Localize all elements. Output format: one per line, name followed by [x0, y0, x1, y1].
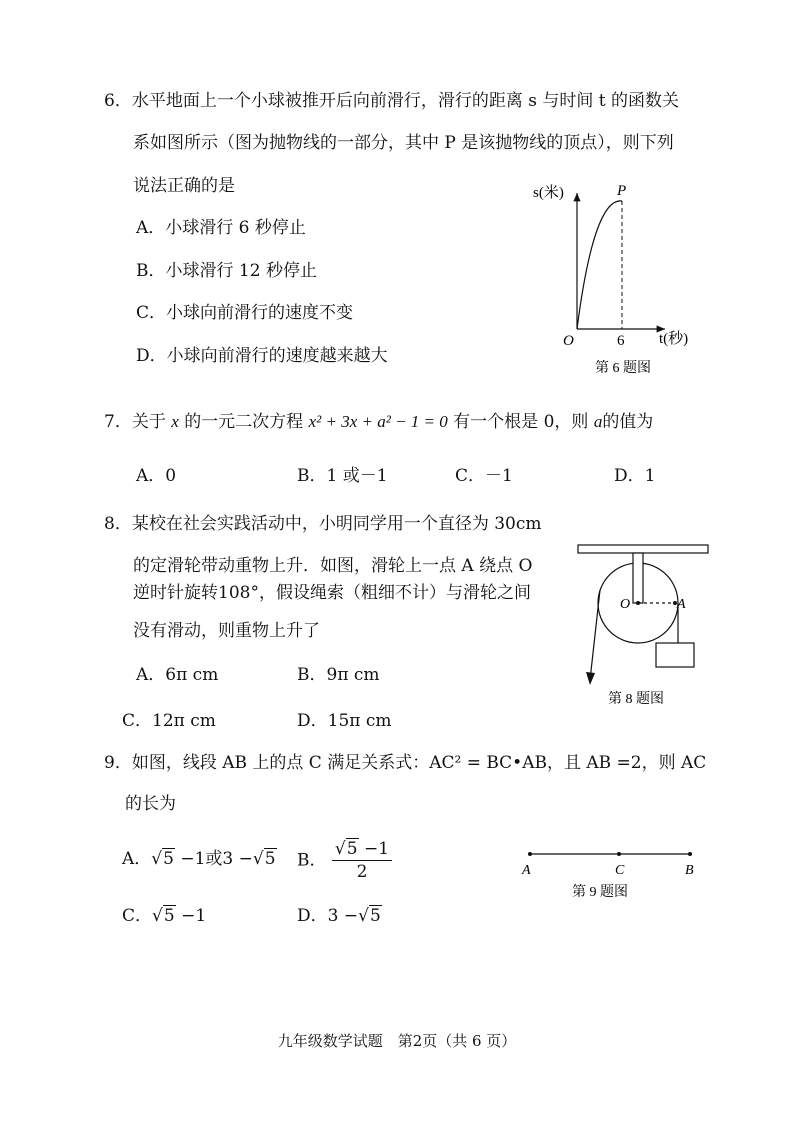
- q9-figure: [515, 842, 705, 902]
- label-a: A: [677, 597, 686, 612]
- option-key: B．: [297, 850, 327, 871]
- label-b: B: [685, 863, 694, 878]
- stem-text: 的值为: [602, 412, 654, 432]
- option-text: 15π cm: [327, 711, 392, 731]
- q9-option-c: C．√5 −1: [122, 906, 207, 926]
- q8-figure: [570, 535, 720, 715]
- sqrt: √5: [334, 839, 358, 859]
- option-text: 9π cm: [326, 665, 380, 685]
- stem-text: 7．关于: [104, 412, 166, 432]
- label-a: A: [522, 863, 531, 878]
- option-text: 小球滑行 6 秒停止: [165, 218, 306, 238]
- q8-stem-line4: 没有滑动，则重物上升了: [133, 621, 320, 641]
- option-text: 1 或－1: [326, 466, 388, 486]
- q6-caption: 第 6 题图: [595, 361, 651, 376]
- center-point: [636, 601, 640, 605]
- option-text: 0: [165, 466, 177, 486]
- x-axis-label: t(秒): [659, 331, 689, 347]
- q8-stem-line1: 8．某校在社会实践活动中，小明同学用一个直径为 30cm: [104, 514, 542, 534]
- option-key: C．: [136, 303, 167, 323]
- label-o: O: [620, 597, 631, 612]
- sqrt: √5: [252, 849, 276, 869]
- q8-caption: 第 8 题图: [608, 692, 664, 707]
- stem-text: 有一个根是 0，则: [453, 412, 589, 432]
- rope-left: [590, 590, 600, 680]
- option-key: A．: [136, 466, 166, 486]
- option-text: 小球向前滑行的速度不变: [166, 303, 354, 323]
- vertex-label: P: [617, 183, 627, 199]
- q7-stem: [104, 411, 653, 433]
- option-key: B．: [297, 665, 327, 685]
- option-text: 1: [644, 466, 656, 486]
- variable-a: a: [593, 412, 603, 431]
- point-b: [688, 852, 692, 856]
- q8-stem-line3: 逆时针旋转108°，假设绳索（粗细不计）与滑轮之间: [133, 583, 531, 603]
- q9-option-d: D．3 −√5: [297, 906, 381, 926]
- page-footer: 九年级数学试题 第2页（共 6 页）: [277, 1032, 517, 1050]
- q9-caption: 第 9 题图: [572, 885, 628, 900]
- option-key: B．: [136, 261, 166, 281]
- q8-option-a: [136, 664, 218, 686]
- q8-option-d: [297, 710, 392, 732]
- weight-block: [656, 643, 694, 667]
- sqrt: √5: [151, 849, 174, 869]
- q7-option-a: [136, 465, 176, 487]
- q7-option-b: [297, 465, 388, 487]
- q6-option-d: [136, 345, 388, 367]
- q9-option-b: [297, 838, 392, 883]
- ceiling-beam: [578, 545, 708, 553]
- option-text: 小球滑行 12 秒停止: [165, 261, 317, 281]
- option-key: D．: [136, 346, 167, 366]
- parabola-curve: [577, 201, 622, 329]
- option-text: 小球向前滑行的速度越来越大: [166, 346, 388, 366]
- q6-stem-line3: 说法正确的是: [133, 176, 235, 196]
- q7-option-c: [455, 465, 513, 487]
- x-tick-label: 6: [617, 333, 625, 349]
- sqrt: √5: [358, 906, 381, 926]
- equation: x² + 3x + a² − 1 = 0: [308, 412, 448, 431]
- option-key: A．: [136, 218, 166, 238]
- q8-option-c: [122, 710, 216, 732]
- label-c: C: [615, 863, 625, 878]
- fraction: $\frac{√5 -1}{2}$: [332, 838, 392, 883]
- variable-x: x: [171, 412, 179, 431]
- option-key: C．: [455, 466, 486, 486]
- point-a: [528, 852, 532, 856]
- option-text: 6π cm: [165, 665, 219, 685]
- q6-option-c: [136, 302, 353, 324]
- q6-stem-line1: 6．水平地面上一个小球被推开后向前滑行，滑行的距离 s 与时间 t 的函数关: [104, 91, 679, 111]
- option-key: D．: [297, 906, 328, 926]
- stem-text: 的一元二次方程: [184, 412, 304, 432]
- option-text: －1: [485, 466, 513, 486]
- q9-stem-line1: 9．如图，线段 AB 上的点 C 满足关系式：AC² = BC•AB，且 AB =2，则 AC: [104, 753, 707, 773]
- option-key: C．: [122, 711, 153, 731]
- q9-stem-line2: 的长为: [125, 794, 176, 814]
- option-key: A．: [136, 665, 166, 685]
- q6-stem-line2: 系如图所示（图为抛物线的一部分，其中 P 是该抛物线的顶点），则下列: [133, 133, 674, 153]
- y-axis-label: s(米): [533, 185, 564, 201]
- q8-stem-line2: 的定滑轮带动重物上升．如图，滑轮上一点 A 绕点 O: [133, 556, 533, 576]
- option-text: 12π cm: [152, 711, 216, 731]
- q6-option-a: [136, 217, 306, 239]
- option-key: C．: [122, 906, 153, 926]
- origin-label: O: [563, 333, 574, 349]
- option-key: B．: [297, 466, 327, 486]
- sqrt: √5: [152, 906, 175, 926]
- point-c: [617, 852, 621, 856]
- pulley-bracket: [633, 553, 643, 603]
- q7-option-d: [614, 465, 655, 487]
- option-key: D．: [614, 466, 645, 486]
- q6-figure: [525, 175, 705, 380]
- option-key: A．: [122, 849, 152, 869]
- option-key: D．: [297, 711, 328, 731]
- q8-option-b: [297, 664, 380, 686]
- q6-option-b: [136, 260, 317, 282]
- arrow-head: [586, 672, 595, 685]
- q9-option-a: A．√5 −1或3 −√5: [122, 849, 276, 869]
